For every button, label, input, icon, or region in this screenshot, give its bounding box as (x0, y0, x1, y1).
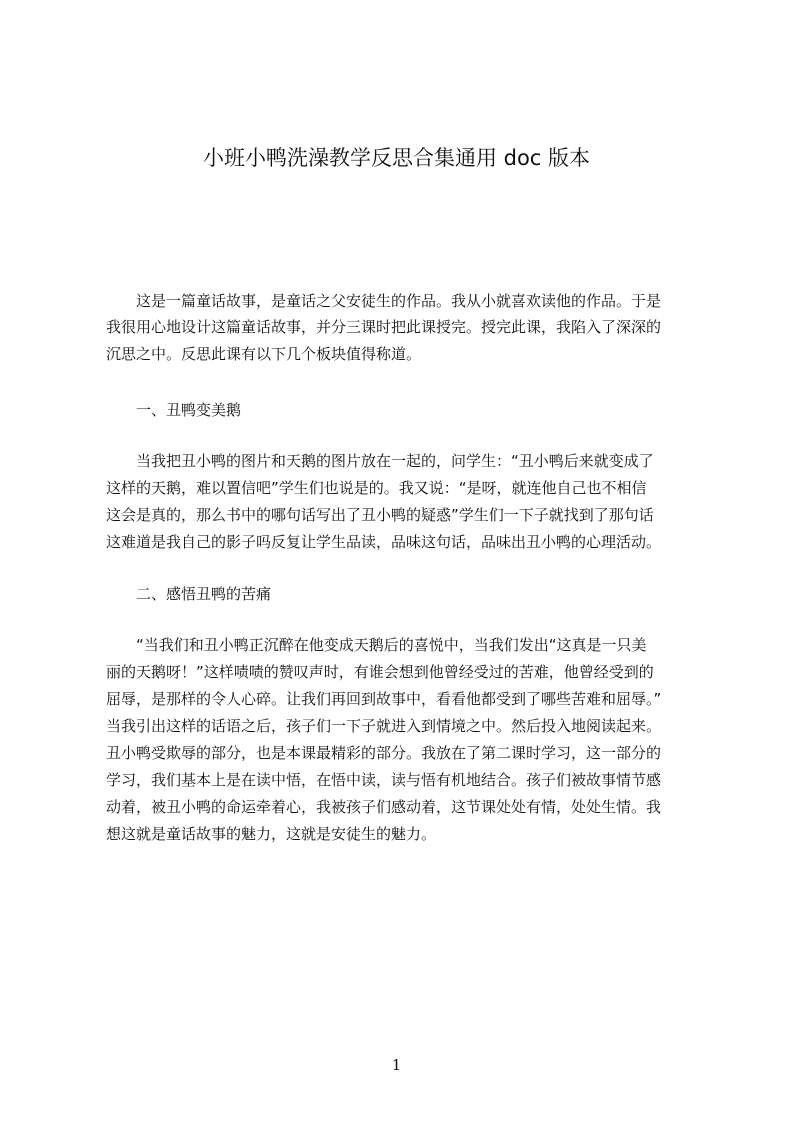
paragraph-line: 当我把丑小鸭的图片和天鹅的图片放在一起的，问学生：“丑小鸭后来就变成了 (136, 452, 654, 470)
paragraph-line: 当我引出这样的话语之后，孩子们一下子就进入到情境之中。然后投入地阅读起来。 (106, 717, 662, 735)
paragraph-line: 这难道是我自己的影子吗反复让学生品读，品味这句话，品味出丑小鸭的心理活动。 (106, 533, 662, 551)
intro-line: 沉思之中。反思此课有以下几个板块值得称道。 (106, 345, 422, 363)
paragraph-line: 动着，被丑小鸭的命运牵着心，我被孩子们感动着，这节课处处有情，处处生情。我 (106, 798, 662, 816)
paragraph-line: 这样的天鹅，难以置信吧”学生们也说是的。我又说：“是呀，就连他自己也不相信 (106, 479, 647, 497)
paragraph-line: 屈辱，是那样的令人心碎。让我们再回到故事中，看看他都受到了哪些苦难和屈辱。” (106, 690, 662, 708)
paragraph-line: 丽的天鹅呀！”这样啧啧的赞叹声时，有谁会想到他曾经受过的苦难，他曾经受到的 (106, 663, 654, 681)
intro-line: 我很用心地设计这篇童话故事，并分三课时把此课授完。授完此课，我陷入了深深的 (106, 318, 662, 336)
paragraph-line: 这会是真的，那么书中的哪句话写出了丑小鸭的疑惑”学生们一下子就找到了那句话 (106, 506, 654, 524)
paragraph-line: 丑小鸭受欺辱的部分，也是本课最精彩的部分。我放在了第二课时学习，这一部分的 (106, 744, 662, 762)
section-heading-2: 二、感悟丑鸭的苦痛 (136, 585, 272, 603)
page-title: 小班小鸭洗澡教学反思合集通用 doc 版本 (202, 146, 591, 170)
paragraph-line: “当我们和丑小鸭正沉醉在他变成天鹅后的喜悦中，当我们发出“这真是一只美 (136, 636, 647, 654)
intro-line: 这是一篇童话故事，是童话之父安徒生的作品。我从小就喜欢读他的作品。于是 (136, 292, 662, 310)
paragraph-line: 想这就是童话故事的魅力，这就是安徒生的魅力。 (106, 825, 437, 843)
section-heading-1: 一、丑鸭变美鹅 (136, 401, 242, 419)
page-number: 1 (391, 1056, 402, 1074)
paragraph-line: 学习，我们基本上是在读中悟，在悟中读，读与悟有机地结合。孩子们被故事情节感 (106, 771, 662, 789)
